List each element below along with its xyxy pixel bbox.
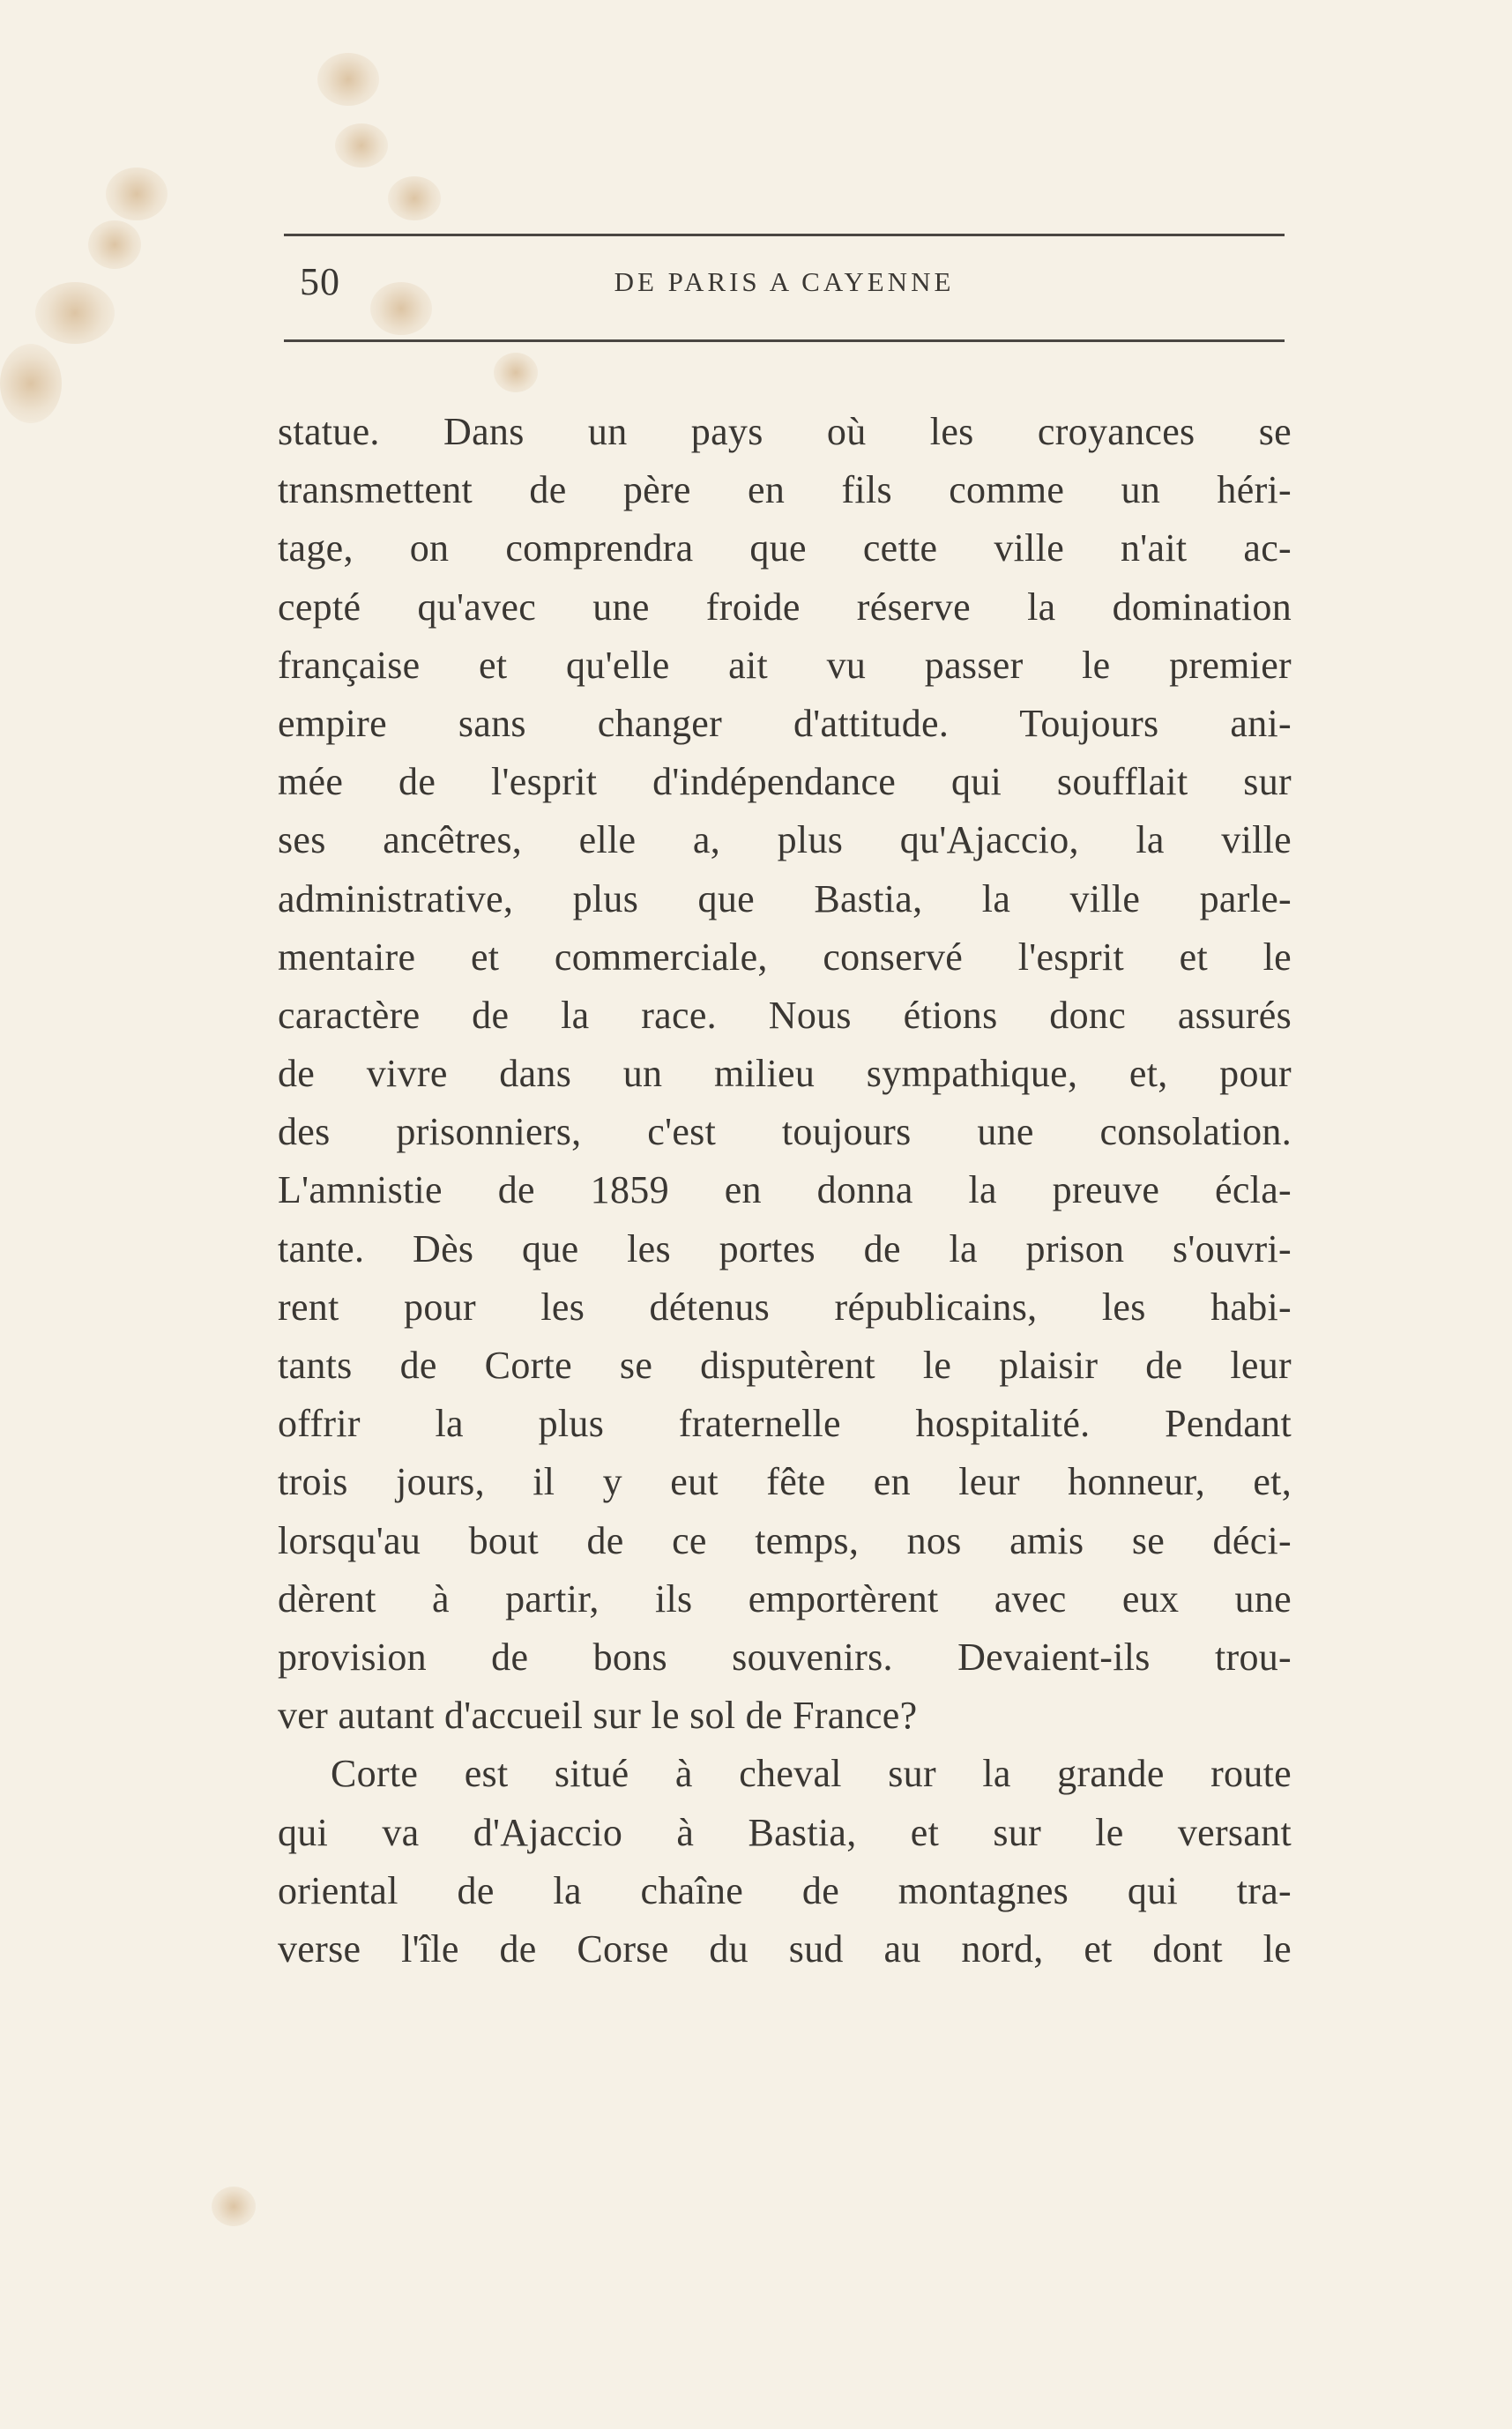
body-line: des prisonniers, c'est toujours une consolation. (278, 1110, 1292, 1154)
body-line: tante. Dès que les portes de la prison s'ouvri- (278, 1226, 1292, 1270)
foxing-stain (388, 176, 441, 220)
body-line: tants de Corte se disputèrent le plaisir de leur (278, 1344, 1292, 1387)
foxing-stain (317, 53, 379, 106)
body-line: provision de bons souvenirs. Devaient-ils trou- (278, 1635, 1292, 1679)
body-line: offrir la plus fraternelle hospitalité. Pendant (278, 1402, 1292, 1446)
body-line: trois jours, il y eut fête en leur honneur, et, (278, 1460, 1292, 1504)
body-line: tage, on comprendra que cette ville n'ait ac- (278, 526, 1292, 570)
foxing-stain (335, 123, 388, 168)
foxing-stain (88, 220, 141, 269)
body-line: L'amnistie de 1859 en donna la preuve écla- (278, 1168, 1292, 1212)
body-line: oriental de la chaîne de montagnes qui tra- (278, 1868, 1292, 1912)
body-text (278, 403, 1292, 1978)
body-line: ses ancêtres, elle a, plus qu'Ajaccio, la ville (278, 818, 1292, 862)
body-line: dèrent à partir, ils emportèrent avec eux une (278, 1576, 1292, 1621)
body-line: administrative, plus que Bastia, la ville parle- (278, 876, 1292, 920)
body-line: mentaire et commerciale, conservé l'esprit et le (278, 935, 1292, 979)
foxing-stain (212, 2187, 256, 2226)
page-number: 50 (300, 260, 340, 303)
foxing-stain (494, 353, 538, 392)
body-line: verse l'île de Corse du sud au nord, et dont le (278, 1926, 1292, 1971)
header-rule-top (284, 234, 1285, 236)
foxing-stain (35, 282, 115, 344)
body-line: rent pour les détenus républicains, les habi- (278, 1285, 1292, 1329)
body-line: caractère de la race. Nous étions donc assurés (278, 993, 1292, 1037)
body-line: empire sans changer d'attitude. Toujours ani- (278, 701, 1292, 745)
body-line: qui va d'Ajaccio à Bastia, et sur le versant (278, 1810, 1292, 1854)
body-line: de vivre dans un milieu sympathique, et, pour (278, 1052, 1292, 1096)
running-head (284, 256, 1285, 309)
foxing-stain (106, 168, 168, 220)
body-line: mée de l'esprit d'indépendance qui soufflait sur (278, 760, 1292, 804)
body-line: transmettent de père en fils comme un héri- (278, 468, 1292, 512)
body-line: Corte est situé à cheval sur la grande route (331, 1752, 1292, 1796)
body-line: cepté qu'avec une froide réserve la domination (278, 585, 1292, 629)
running-title: DE PARIS A CAYENNE (614, 266, 955, 297)
body-line: statue. Dans un pays où les croyances se (278, 410, 1292, 453)
foxing-stain (0, 344, 62, 423)
header-rule-bottom (284, 339, 1285, 342)
body-line: ver autant d'accueil sur le sol de France? (278, 1694, 918, 1738)
body-line: lorsqu'au bout de ce temps, nos amis se déci- (278, 1518, 1292, 1562)
body-line: française et qu'elle ait vu passer le premier (278, 643, 1292, 687)
